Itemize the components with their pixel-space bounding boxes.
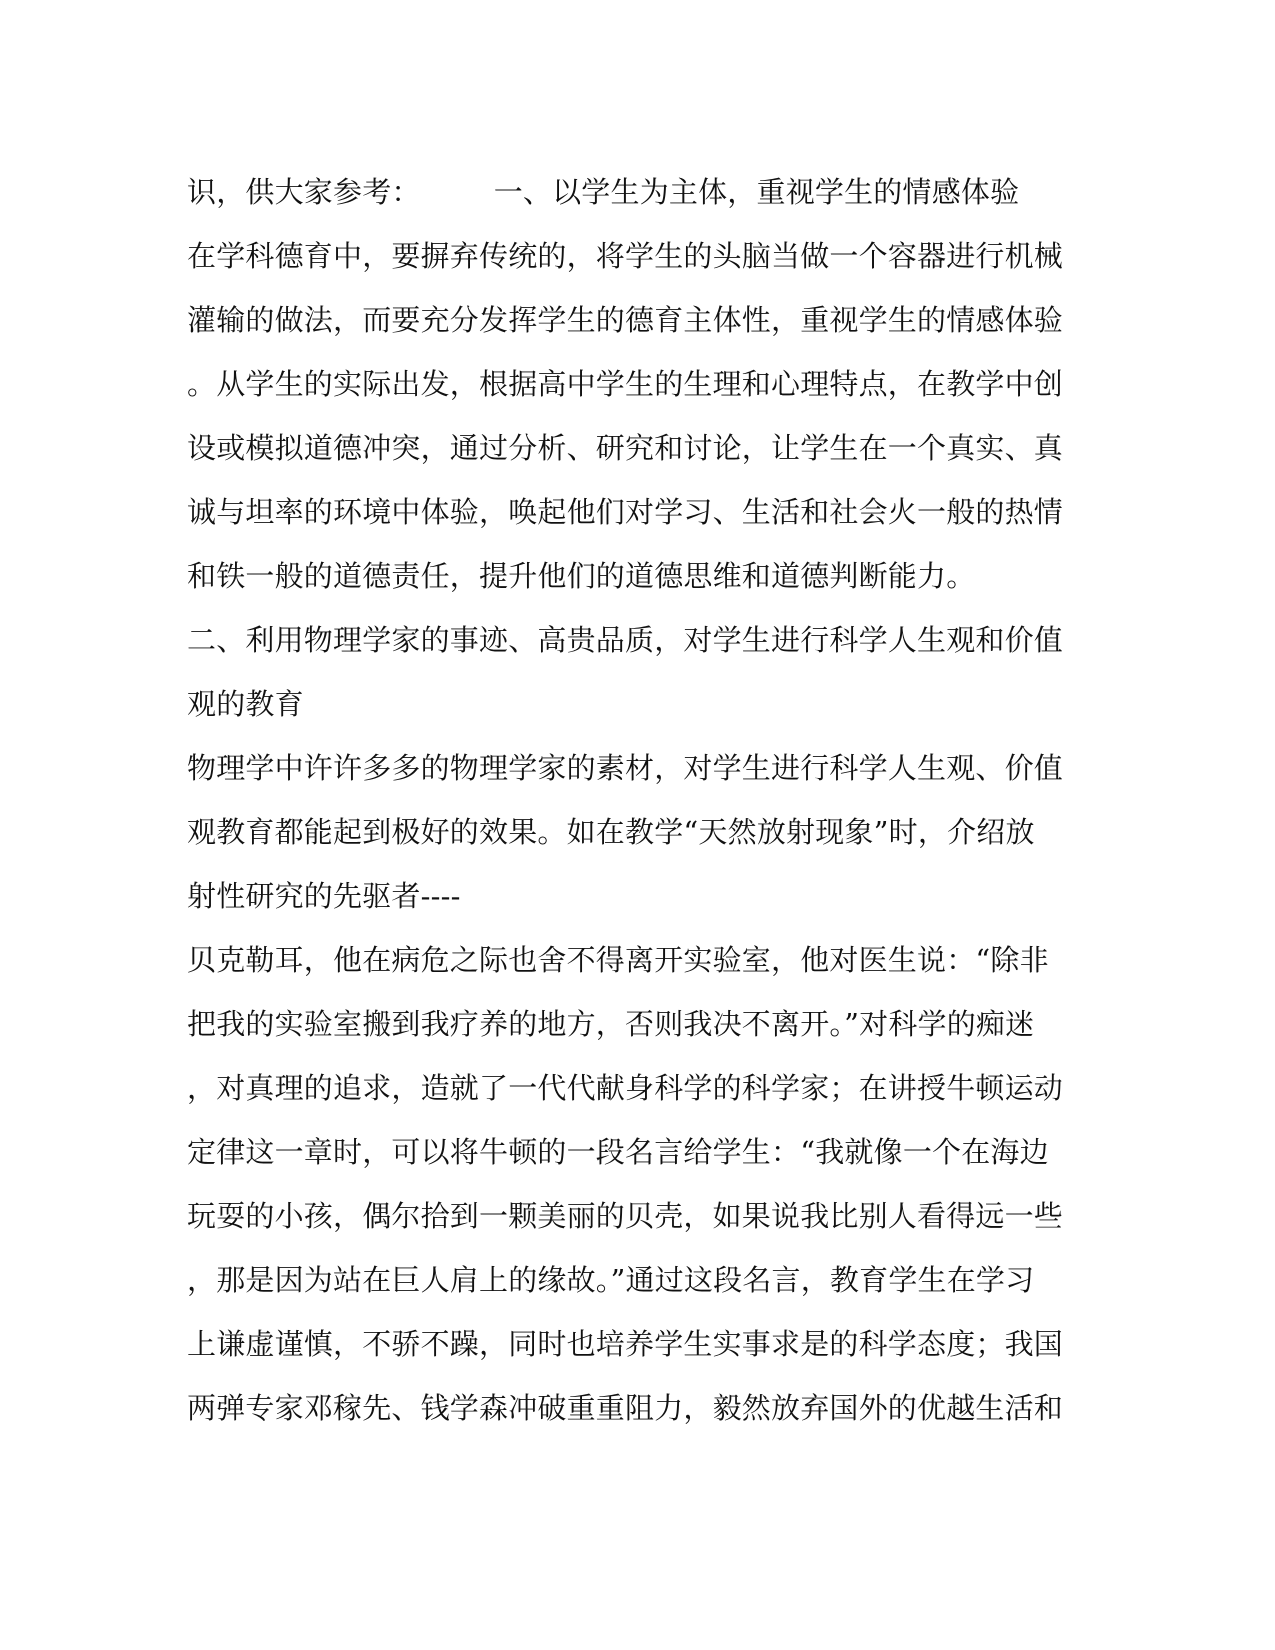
- text-line-11: 观教育都能起到极好的效果。如在教学“天然放射现象”时，介绍放: [187, 815, 1035, 849]
- section-heading-2-line-1: 二、利用物理学家的事迹、高贵品质，对学生进行科学人生观和价值: [187, 623, 1064, 657]
- text-line-2: 在学科德育中，要摒弃传统的，将学生的头脑当做一个容器进行机械: [187, 239, 1064, 273]
- text-line-14: 把我的实验室搬到我疗养的地方，否则我决不离开。”对科学的痴迷: [187, 1007, 1035, 1041]
- text-line-7: 和铁一般的道德责任，提升他们的道德思维和道德判断能力。: [187, 559, 976, 593]
- section-heading-2-line-2: 观的教育: [187, 687, 304, 721]
- text-line-16: 定律这一章时，可以将牛顿的一段名言给学生：“我就像一个在海边: [187, 1135, 1049, 1169]
- text-line-4: 。从学生的实际出发，根据高中学生的生理和心理特点，在教学中创: [187, 367, 1064, 401]
- text-line-19: 上谦虚谨慎，不骄不躁，同时也培养学生实事求是的科学态度；我国: [187, 1327, 1064, 1361]
- text-line-12: 射性研究的先驱者----: [187, 879, 461, 913]
- text-line-1: 识，供大家参考： 一、以学生为主体，重视学生的情感体验: [187, 175, 1020, 209]
- text-line-13: 贝克勒耳，他在病危之际也舍不得离开实验室，他对医生说：“除非: [187, 943, 1049, 977]
- text-line-18: ，那是因为站在巨人肩上的缘故。”通过这段名言，教育学生在学习: [187, 1263, 1035, 1297]
- text-line-3: 灌输的做法，而要充分发挥学生的德育主体性，重视学生的情感体验: [187, 303, 1064, 337]
- text-line-5: 设或模拟道德冲突，通过分析、研究和讨论，让学生在一个真实、真: [187, 431, 1064, 465]
- text-line-20: 两弹专家邓稼先、钱学森冲破重重阻力，毅然放弃国外的优越生活和: [187, 1391, 1064, 1425]
- text-line-6: 诚与坦率的环境中体验，唤起他们对学习、生活和社会火一般的热情: [187, 495, 1064, 529]
- text-line-15: ，对真理的追求，造就了一代代献身科学的科学家；在讲授牛顿运动: [187, 1071, 1064, 1105]
- body-text: [187, 160, 1064, 1440]
- text-line-17: 玩耍的小孩，偶尔拾到一颗美丽的贝壳，如果说我比别人看得远一些: [187, 1199, 1064, 1233]
- text-line-10: 物理学中许许多多的物理学家的素材，对学生进行科学人生观、价值: [187, 751, 1064, 785]
